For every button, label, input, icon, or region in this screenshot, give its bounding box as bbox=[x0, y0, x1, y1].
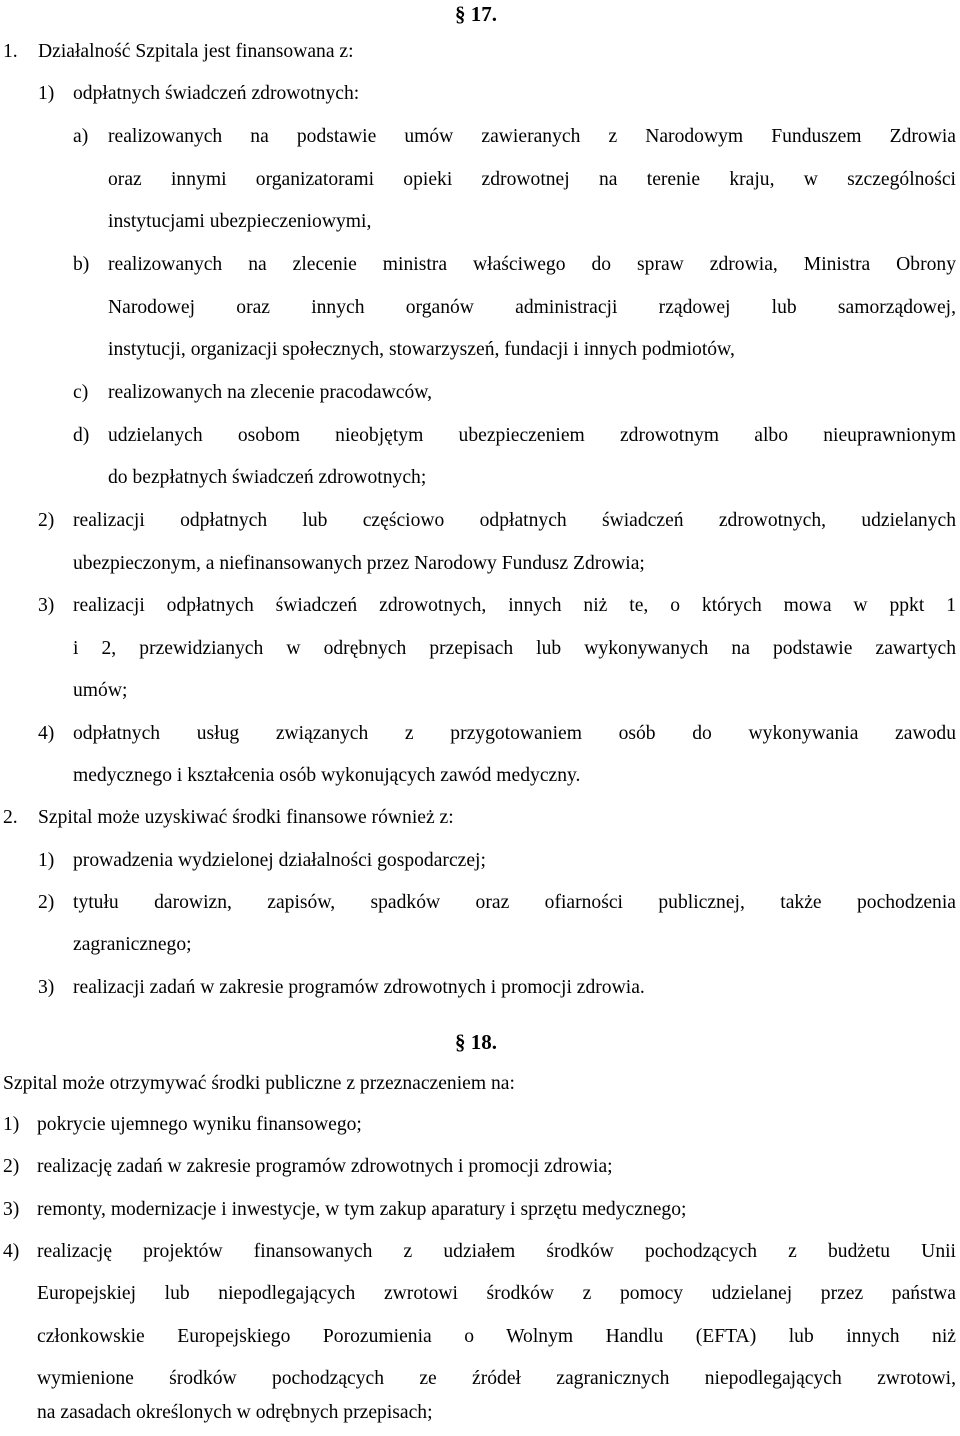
section-18-heading: § 18. bbox=[455, 1030, 497, 1054]
section-18-item-4 bbox=[0, 1231, 960, 1273]
paragraph-1-item-4 bbox=[0, 713, 960, 755]
sub-item-d bbox=[0, 415, 960, 457]
sub-item-letter: a) bbox=[73, 126, 89, 147]
item-line-1: tytułu darowizn, zapisów, spadków oraz ofiarności publicznej, także pochodzenia bbox=[73, 892, 956, 913]
sub-item-letter: d) bbox=[73, 425, 90, 446]
sub-item-letter: c) bbox=[73, 382, 89, 403]
sub-item-c-line-1: realizowanych na zlecenie pracodawców, bbox=[108, 382, 433, 403]
sub-item-a-line-2: oraz innymi organizatorami opieki zdrowotnej na terenie kraju, w szczególności bbox=[108, 169, 956, 190]
section-18-item-1 bbox=[0, 1104, 960, 1146]
paragraph-1-item-3 bbox=[0, 585, 960, 627]
item-number: 4) bbox=[38, 723, 55, 744]
item-number: 3) bbox=[3, 1199, 20, 1220]
item-3-line-2: i 2, przewidzianych w odrębnych przepisach lub wykonywanych na podstawie zawartych bbox=[73, 638, 956, 659]
paragraph-2-item-3 bbox=[0, 967, 960, 1009]
sub-item-b-line-3: instytucji, organizacji społecznych, stowarzyszeń, fundacji i innych podmiotów, bbox=[108, 339, 735, 360]
item-text: odpłatnych świadczeń zdrowotnych: bbox=[73, 83, 360, 104]
paragraph-1-number: 1. bbox=[3, 41, 18, 62]
item-3-line-3: umów; bbox=[73, 680, 128, 701]
paragraph-1-intro: Działalność Szpitala jest finansowana z: bbox=[38, 41, 354, 62]
item-number: 3) bbox=[38, 595, 55, 616]
item-number: 4) bbox=[3, 1241, 20, 1262]
item-2-line-2: ubezpieczonym, a niefinansowanych przez Narodowy Fundusz Zdrowia; bbox=[73, 553, 645, 574]
paragraph-1-item-2 bbox=[0, 500, 960, 542]
sub-item-a-line-3: instytucjami ubezpieczeniowymi, bbox=[108, 211, 372, 232]
item-line-1: realizacji zadań w zakresie programów zdrowotnych i promocji zdrowia. bbox=[73, 977, 645, 998]
sub-item-d-line-2: do bezpłatnych świadczeń zdrowotnych; bbox=[108, 467, 427, 488]
item-line-1: remonty, modernizacje i inwestycje, w tym zakup aparatury i sprzętu medycznego; bbox=[37, 1199, 687, 1220]
sub-item-c bbox=[0, 372, 960, 414]
item-number: 1) bbox=[3, 1114, 20, 1135]
item-line-1: prowadzenia wydzielonej działalności gospodarczej; bbox=[73, 850, 486, 871]
sub-item-b-line-1: realizowanych na zlecenie ministra właściwego do spraw zdrowia, Ministra Obrony bbox=[108, 254, 956, 275]
paragraph-2-item-2 bbox=[0, 882, 960, 924]
section-18-intro: Szpital może otrzymywać środki publiczne z przeznaczeniem na: bbox=[3, 1073, 515, 1094]
item-number: 2) bbox=[38, 510, 55, 531]
sub-item-d-line-1: udzielanych osobom nieobjętym ubezpieczeniem zdrowotnym albo nieuprawnionym bbox=[108, 425, 956, 446]
item-3-line-1: realizacji odpłatnych świadczeń zdrowotnych, innych niż te, o których mowa w ppkt 1 bbox=[73, 595, 956, 616]
sub-item-a-line-1: realizowanych na podstawie umów zawieranych z Narodowym Funduszem Zdrowia bbox=[108, 126, 956, 147]
item-line-5: na zasadach określonych w odrębnych przepisach; bbox=[37, 1402, 433, 1423]
item-number: 3) bbox=[38, 977, 55, 998]
item-line-4: wymienione środków pochodzących ze źródeł zagranicznych niepodlegających zwrotowi, bbox=[37, 1368, 956, 1389]
item-4-line-1: odpłatnych usług związanych z przygotowaniem osób do wykonywania zawodu bbox=[73, 723, 956, 744]
paragraph-1-item-1 bbox=[0, 73, 960, 115]
sub-item-b-line-2: Narodowej oraz innych organów administracji rządowej lub samorządowej, bbox=[108, 297, 956, 318]
paragraph-2-item-1 bbox=[0, 840, 960, 882]
section-17-heading: § 17. bbox=[455, 2, 497, 26]
paragraph-1 bbox=[0, 31, 960, 73]
section-18-item-3 bbox=[0, 1189, 960, 1231]
item-number: 1) bbox=[38, 850, 55, 871]
item-line-2: zagranicznego; bbox=[73, 934, 192, 955]
sub-item-b bbox=[0, 244, 960, 286]
section-18-item-2 bbox=[0, 1146, 960, 1188]
item-number: 2) bbox=[38, 892, 55, 913]
item-line-1: realizację zadań w zakresie programów zdrowotnych i promocji zdrowia; bbox=[37, 1156, 613, 1177]
item-line-1: realizację projektów finansowanych z udziałem środków pochodzących z budżetu Unii bbox=[37, 1241, 956, 1262]
sub-item-a bbox=[0, 116, 960, 158]
paragraph-2 bbox=[0, 797, 960, 839]
item-number: 2) bbox=[3, 1156, 20, 1177]
item-line-3: członkowskie Europejskiego Porozumienia o Wolnym Handlu (EFTA) lub innych niż bbox=[37, 1326, 956, 1347]
item-line-2: Europejskiej lub niepodlegających zwrotowi środków z pomocy udzielanej przez państwa bbox=[37, 1283, 956, 1304]
item-line-1: pokrycie ujemnego wyniku finansowego; bbox=[37, 1114, 362, 1135]
item-4-line-2: medycznego i kształcenia osób wykonujących zawód medyczny. bbox=[73, 765, 581, 786]
paragraph-2-number: 2. bbox=[3, 807, 18, 828]
item-number: 1) bbox=[38, 83, 55, 104]
paragraph-2-intro: Szpital może uzyskiwać środki finansowe również z: bbox=[38, 807, 454, 828]
sub-item-letter: b) bbox=[73, 254, 90, 275]
item-2-line-1: realizacji odpłatnych lub częściowo odpłatnych świadczeń zdrowotnych, udzielanych bbox=[73, 510, 956, 531]
